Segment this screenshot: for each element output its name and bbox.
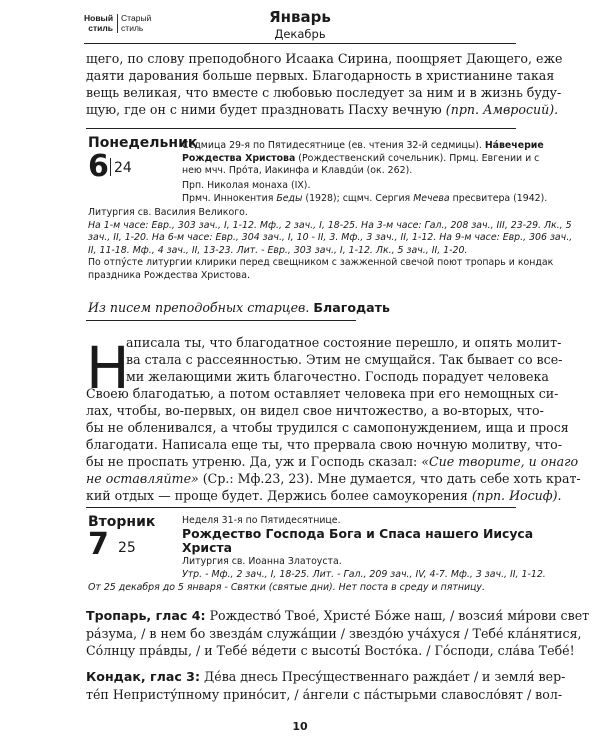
day-number-new: 7: [88, 527, 109, 562]
letters-paragraph: Своею благодатью, а потом оставляет человека при его немощных си- лах, чтобы, во-первых, он видел свое ничтожество, а во-вторых, что- бы не обленивался, а чтобы трудился с самопонуждением, ища и прося благодати. Написала еще ты, что прервала свою ночную молитву, что- бы не проспать утреню. Да, уж и Господь сказал: «Сие творите, и онаго не оставляйте» (Ср.: Мф.23, 23). Мне думается, что дать себе хоть крат- кий отдых — проще будет. Держись более самоукорения (прп. Иосиф).: [86, 386, 581, 503]
rubric-line-1: По отпýсте литургии клирики перед свещником с зажженной свечой поют тропарь и кондак: [88, 257, 554, 268]
readings-line-2: зач., II, 1-20. На 6-м часе: Евр., 304 зач., I, 10 - II, 3. Мф., 3 зач., II, 1-12. На 9-м часе: Евр., 306 зач.,: [88, 232, 573, 243]
day1-line5: Прмч. Иннокентия Беды (1928); сщмч. Сергия Мечева пресвитера (1942).: [182, 193, 548, 204]
day1-line1: Седмица 29-я по Пятидесятнице (ев. чтения 32-й седмицы). Нáвечерие: [182, 140, 544, 151]
day2-liturgy: Литургия св. Иоанна Златоуста.: [182, 556, 342, 567]
section-rule: [86, 507, 516, 508]
svyatki-note: От 25 декабря до 5 января - Святки (святые дни). Нет поста в среду и пятницу.: [88, 581, 485, 593]
header-divider: [84, 43, 516, 44]
day1-line3: нею мчч. Прóта, Иакинфа и Клавдúи (ок. 262).: [182, 165, 413, 176]
readings-line-3: II, 11-18. Мф., 4 зач., II, 13-23. Лит. - Евр., 303 зач., I, 1-12. Лк., 5 зач., II, 1-20.: [88, 244, 468, 256]
rubric-line-2: праздника Рождества Христова.: [88, 269, 250, 281]
old-style-label: Старый стиль: [121, 13, 152, 33]
day2-readings: Утр. - Мф., 2 зач., I, 18-25. Лит. - Гал., 209 зач., IV, 4-7. Мф., 3 зач., II, 1-12.: [182, 569, 546, 580]
liturgy-line: Литургия св. Василия Великого.: [88, 207, 248, 218]
troparion: Тропарь, глас 4: Рождество́ Твое́, Христе́ Бо́же наш, / возсия́ ми́рови свет ра́зума, / в нем бо звезда́м служа́щии / звездо́ю уча́хуся / Тебе́ кла́нятися, Со́лнцу пра́вды, / и Тебе́ ве́дети с высоты́ Восто́ка. / Го́споди, сла́ва Тебе́!: [86, 608, 590, 658]
day-name-monday: Понедельник: [88, 135, 198, 151]
day-number-old: 25: [118, 540, 136, 556]
month-subtitle: Декабрь: [274, 27, 326, 41]
day-name-tuesday: Вторник: [88, 514, 156, 530]
feast-title-1: Рождество Господа Бога и Спаса нашего Иисуса: [182, 526, 534, 541]
section-rule: [86, 128, 516, 129]
day1-line4: Прп. Николая монаха (IX).: [182, 180, 311, 191]
letters-heading-underline: [86, 320, 356, 321]
feast-title-2: Христа: [182, 540, 232, 555]
day-number-new: 6: [88, 149, 109, 184]
letters-paragraph-top: аписала ты, что благодатное состояние перешло, и опять молит- ва стала с рассеянностью. Этим не смущайся. Так бывает со все- ми желающими жить благочестно. Господь порадует человека: [126, 335, 563, 384]
letters-heading: Из писем преподобных старцев. Благодать: [88, 300, 390, 315]
new-style-label: Новый стиль: [84, 14, 118, 33]
drop-cap: Н: [86, 334, 130, 402]
kontakion: Кондак, глас 3: Де́ва днесь Пресу́щественнаго ражда́ет / и земля́ вер- те́п Непристу́пному прино́сит, / а́нгели с па́стырьми славосло́вят / вол-: [86, 669, 566, 702]
day1-line2: Рождества Христова (Рождественский сочельник). Прмц. Евгении и с: [182, 152, 540, 164]
readings-line-1: На 1-м часе: Евр., 303 зач., I, 1-12. Мф., 2 зач., I, 18-25. На 3-м часе: Гал., 208 зач., III, 23-29. Лк., 5: [88, 219, 572, 231]
intro-paragraph: щего, по слову преподобного Исаака Сирина, поощряет Дающего, еже даяти дарования больше первых. Благодарность в христианине такая вещь великая, что вместе с любовью последует за ним и в жизнь буду- щую, где он с ними будет праздновать Пасху вечную (прп. Амвросий).: [86, 51, 563, 117]
month-title: Январь: [269, 8, 331, 26]
date-separator: [110, 158, 111, 176]
day2-week: Неделя 31-я по Пятидесятнице.: [182, 515, 341, 526]
page-number: 10: [292, 720, 308, 733]
day-number-old: 24: [114, 160, 132, 176]
